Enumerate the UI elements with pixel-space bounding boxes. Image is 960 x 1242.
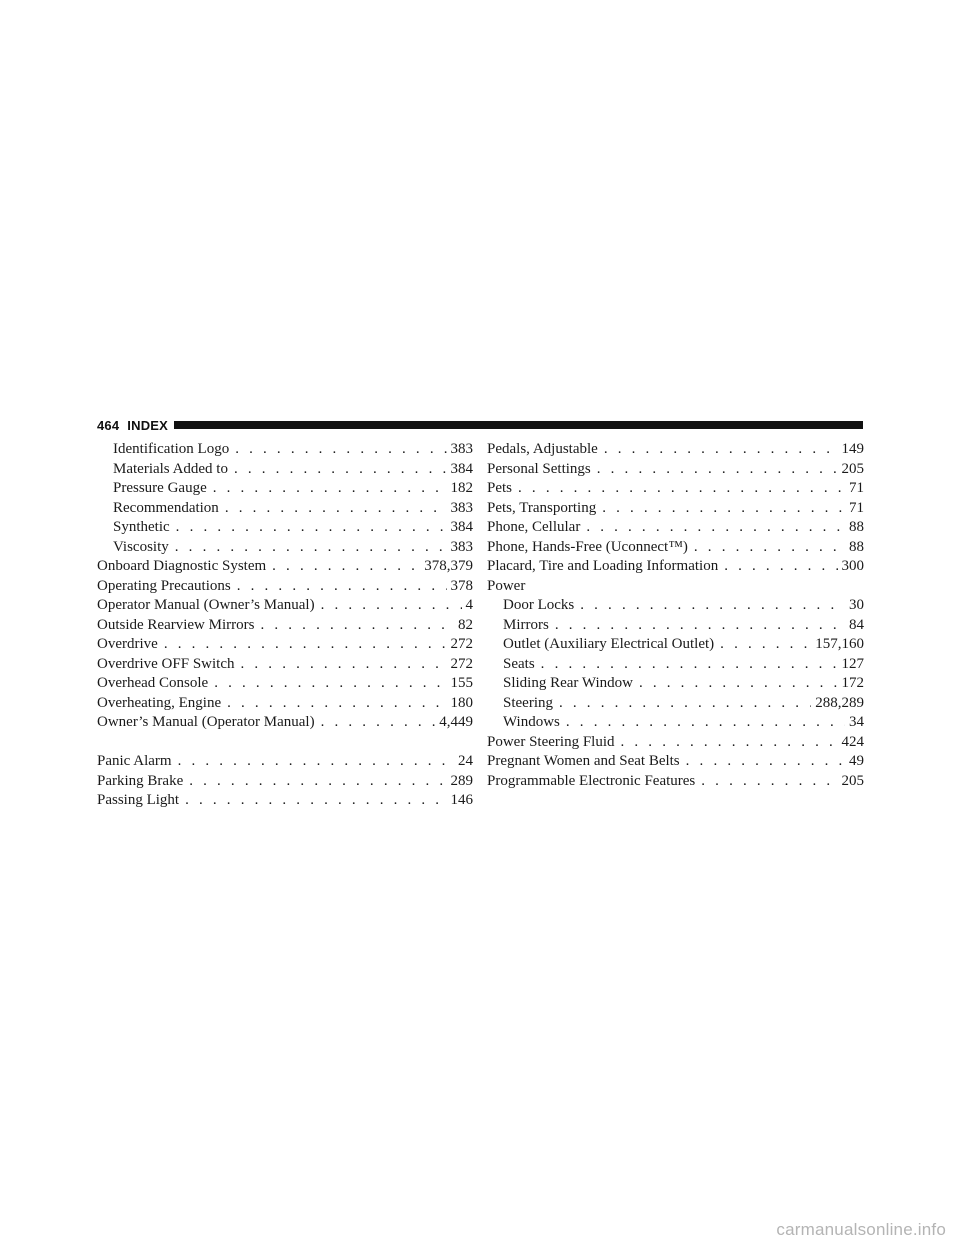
leader-dots: [221, 694, 446, 714]
section-title: INDEX: [127, 417, 169, 433]
entry-label: Placard, Tire and Loading Information: [487, 558, 719, 574]
entry-label: Recommendation: [113, 499, 219, 516]
entry-label: Phone, Cellular: [487, 519, 581, 535]
entry-page-number: 4: [465, 597, 473, 613]
page-number: 464: [97, 417, 120, 433]
leader-dots: [254, 616, 454, 636]
entry-label: Identification Logo: [113, 441, 230, 457]
index-entry: [97, 655, 473, 675]
entry-label: Pressure Gauge: [113, 480, 207, 496]
page-header: [97, 416, 863, 434]
entry-page-number: 34: [849, 714, 864, 730]
entry-label: Pets, Transporting: [487, 499, 597, 516]
entry-label: Pregnant Women and Seat Belts: [487, 753, 680, 769]
entry-page-number: 180: [450, 694, 473, 711]
entry-page-number: 172: [841, 675, 864, 691]
leader-dots: [633, 674, 838, 694]
entry-label: Materials Added to: [113, 460, 228, 477]
index-entry: [97, 538, 473, 558]
leader-dots: [553, 694, 811, 714]
entry-label: Synthetic: [113, 519, 170, 535]
entry-label: Owner’s Manual (Operator Manual): [97, 714, 315, 730]
leader-dots: [535, 655, 838, 675]
index-entry: [97, 752, 473, 772]
entry-label: Door Locks: [503, 597, 575, 613]
leader-dots: [580, 518, 845, 538]
index-entry: [487, 460, 864, 480]
leader-dots: [695, 772, 837, 792]
index-entry: [97, 694, 473, 714]
entry-label: Windows: [503, 714, 560, 730]
leader-dots: [591, 460, 838, 480]
index-entry: [97, 460, 473, 480]
entry-page-number: 49: [849, 753, 864, 769]
index-entry: [487, 440, 864, 460]
index-entry: [487, 733, 864, 753]
entry-label: Sliding Rear Window: [503, 675, 633, 691]
index-entry: [97, 479, 473, 499]
entry-label: Steering: [503, 694, 553, 711]
leader-dots: [169, 538, 447, 558]
leader-dots: [170, 518, 447, 538]
entry-page-number: 88: [849, 538, 864, 555]
index-entry: [487, 499, 864, 519]
entry-page-number: 383: [450, 538, 473, 555]
leader-dots: [549, 616, 845, 636]
entry-page-number: 127: [841, 655, 864, 672]
index-entry: [97, 772, 473, 792]
entry-label: Programmable Electronic Features: [487, 772, 696, 789]
index-entry: [97, 674, 473, 694]
index-entry: [487, 655, 864, 675]
leader-dots: [179, 791, 446, 811]
entry-page-number: 88: [849, 519, 864, 535]
leader-dots: [688, 538, 845, 558]
index-entry: [97, 557, 473, 577]
leader-dots: [560, 713, 845, 733]
index-entry: [97, 518, 473, 538]
entry-label: Seats: [503, 655, 535, 672]
entry-label: Operator Manual (Owner’s Manual): [97, 597, 315, 613]
index-entry: [487, 772, 864, 792]
entry-page-number: 71: [849, 499, 864, 516]
entry-page-number: 182: [450, 480, 473, 496]
leader-dots: [266, 557, 420, 577]
index-entry: [487, 694, 864, 714]
header-rule: [174, 421, 863, 429]
leader-dots: [615, 733, 838, 753]
leader-dots: [315, 713, 436, 733]
leader-dots: [680, 752, 845, 772]
index-entry: [487, 596, 864, 616]
entry-label: Parking Brake: [97, 772, 184, 789]
entry-page-number: 71: [849, 480, 864, 496]
leader-dots: [207, 479, 447, 499]
leader-dots: [231, 577, 447, 597]
entry-page-number: 289: [450, 772, 473, 789]
leader-dots: [574, 596, 845, 616]
index-entry: [97, 635, 473, 655]
entry-page-number: 378,379: [424, 558, 473, 574]
entry-label: Onboard Diagnostic System: [97, 558, 267, 574]
entry-page-number: 288,289: [815, 694, 864, 711]
index-entry: [487, 479, 864, 499]
entry-page-number: 155: [450, 675, 473, 691]
entry-page-number: 84: [849, 616, 864, 633]
leader-dots: [228, 460, 447, 480]
entry-page-number: 384: [450, 519, 473, 535]
entry-label: Power Steering Fluid: [487, 733, 615, 750]
entry-page-number: 272: [450, 655, 473, 672]
entry-page-number: 149: [841, 441, 864, 457]
leader-dots: [183, 772, 446, 792]
index-heading: [487, 577, 864, 597]
entry-label: Overdrive OFF Switch: [97, 655, 235, 672]
leader-dots: [512, 479, 845, 499]
index-entry: [97, 499, 473, 519]
index-entry: [487, 635, 864, 655]
entry-page-number: 157,160: [815, 636, 864, 652]
entry-page-number: 30: [849, 597, 864, 613]
index-entry: [97, 616, 473, 636]
index-entry: [487, 713, 864, 733]
entry-label: Overheating, Engine: [97, 694, 222, 711]
leader-dots: [596, 499, 845, 519]
entry-page-number: 24: [458, 753, 473, 769]
entry-label: Outlet (Auxiliary Electrical Outlet): [503, 636, 715, 652]
entry-label: Personal Settings: [487, 460, 591, 477]
entry-label: Panic Alarm: [97, 753, 172, 769]
watermark: carmanualsonline.info: [776, 1220, 946, 1239]
leader-dots: [158, 635, 447, 655]
entry-label: Phone, Hands-Free (Uconnect™): [487, 538, 688, 555]
entry-label: Outside Rearview Mirrors: [97, 616, 255, 633]
entry-label: Pets: [487, 480, 513, 496]
entry-page-number: 272: [450, 636, 473, 652]
entry-page-number: 300: [841, 558, 864, 574]
entry-page-number: 82: [458, 616, 473, 633]
entry-label: Viscosity: [113, 538, 169, 555]
index-column-left: [97, 440, 473, 811]
entry-label: Overhead Console: [97, 675, 209, 691]
entry-page-number: 378: [450, 577, 473, 594]
leader-dots: [315, 596, 462, 616]
index-column-right: [487, 440, 864, 791]
index-entry: [487, 752, 864, 772]
entry-label: Pedals, Adjustable: [487, 441, 598, 457]
index-entry: [487, 674, 864, 694]
index-entry: [487, 538, 864, 558]
leader-dots: [172, 752, 454, 772]
index-entry: [97, 713, 473, 733]
entry-page-number: 384: [450, 460, 473, 477]
entry-page-number: 205: [841, 460, 864, 477]
leader-dots: [598, 440, 838, 460]
entry-label: Operating Precautions: [97, 577, 231, 594]
index-entry: [97, 440, 473, 460]
index-entry: [487, 616, 864, 636]
entry-page-number: 383: [450, 499, 473, 516]
entry-page-number: 383: [450, 441, 473, 457]
leader-dots: [714, 635, 811, 655]
entry-label: Passing Light: [97, 792, 180, 808]
entry-label: Overdrive: [97, 636, 158, 652]
entry-label: Mirrors: [503, 616, 549, 633]
index-entry: [487, 557, 864, 577]
entry-page-number: 146: [450, 792, 473, 808]
leader-dots: [718, 557, 837, 577]
entry-label: Power: [487, 577, 526, 594]
entry-page-number: 424: [841, 733, 864, 750]
index-entry: [97, 596, 473, 616]
leader-dots: [235, 655, 447, 675]
index-entry: [97, 791, 473, 811]
index-entry: [487, 518, 864, 538]
entry-page-number: 205: [841, 772, 864, 789]
leader-dots: [229, 440, 446, 460]
leader-dots: [219, 499, 447, 519]
leader-dots: [208, 674, 446, 694]
index-entry: [97, 577, 473, 597]
entry-page-number: 4,449: [439, 714, 473, 730]
